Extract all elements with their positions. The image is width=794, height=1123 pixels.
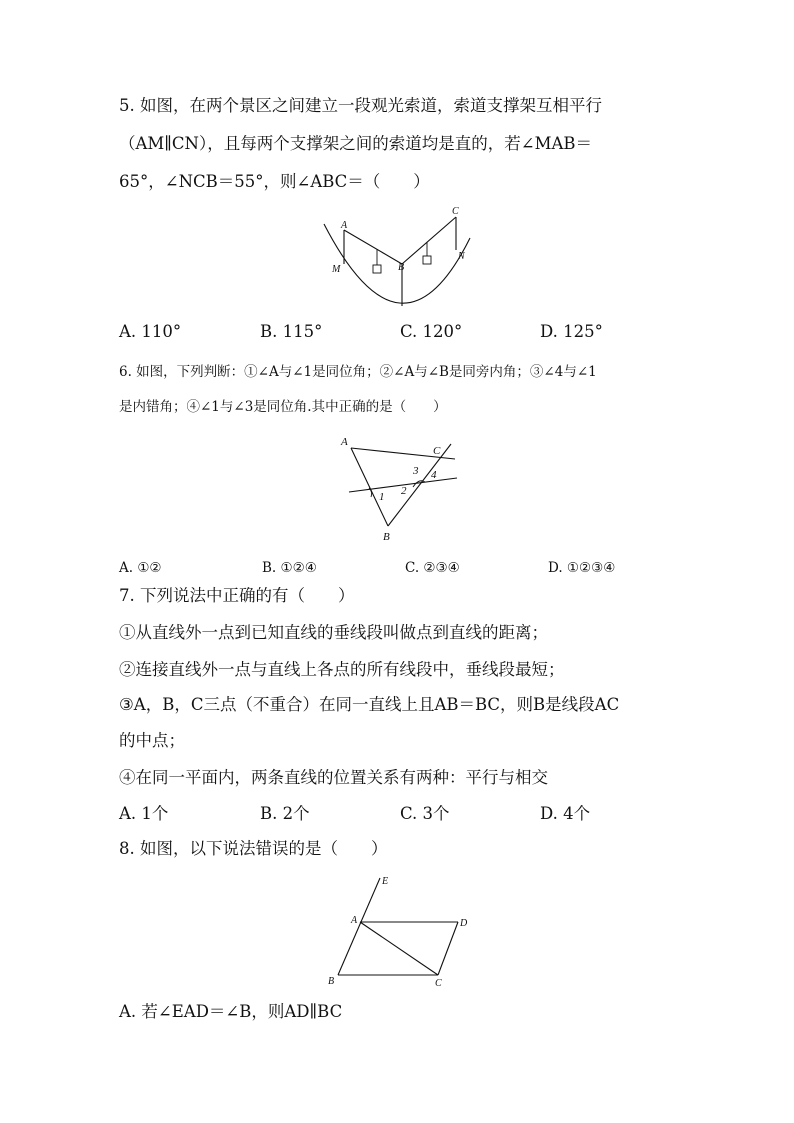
q6-angle-4: 4: [431, 469, 437, 481]
q6-label-A: A: [341, 436, 348, 448]
q5-gondola2: [423, 256, 431, 264]
q6-stem-line2: 是内错角；④∠1与∠3是同位角.其中正确的是（ ）: [119, 399, 447, 415]
q5-option-b: B. 115°: [260, 322, 323, 341]
q6-angle-2: 2: [401, 485, 407, 497]
q5-cable-AB: [344, 230, 402, 264]
q7-statement-4: ④在同一平面内，两条直线的位置关系有两种：平行与相交: [119, 768, 548, 787]
q6-triangle-figure: [333, 430, 463, 545]
q7-statement-1: ①从直线外一点到已知直线的垂线段叫做点到直线的距离；: [119, 623, 548, 642]
q6-option-c: C. ②③④: [405, 560, 460, 576]
q5-label-B: B: [398, 262, 405, 273]
q6-line-BC-extended: [388, 444, 451, 526]
q5-stem-line1: 5. 如图，在两个景区之间建立一段观光索道，索道支撑架互相平行: [119, 96, 602, 115]
q7-option-d: D. 4个: [540, 804, 591, 823]
q8-label-D: D: [460, 918, 468, 929]
q5-valley-curve: [324, 224, 470, 303]
q5-cable-BC: [402, 217, 456, 264]
q5-cable-figure: [320, 200, 480, 315]
q6-line-AB: [351, 448, 388, 526]
q8-label-C: C: [435, 978, 442, 989]
q5-option-d: D. 125°: [540, 322, 603, 341]
q7-statement-2: ②连接直线外一点与直线上各点的所有线段中，垂线段最短；: [119, 660, 565, 679]
q8-label-E: E: [382, 876, 389, 887]
q5-option-c: C. 120°: [400, 322, 463, 341]
q7-option-c: C. 3个: [400, 804, 450, 823]
q6-option-b: B. ①②④: [262, 560, 317, 576]
q8-label-B: B: [328, 976, 335, 987]
q8-parallelogram-figure: [322, 872, 472, 992]
q5-label-A: A: [341, 220, 348, 231]
q6-option-a: A. ①②: [119, 560, 162, 576]
q8-stem: 8. 如图，以下说法错误的是（ ）: [119, 839, 388, 858]
q7-option-a: A. 1个: [119, 804, 169, 823]
q6-angle-3: 3: [413, 465, 419, 477]
q5-option-a: A. 110°: [119, 322, 182, 341]
q6-label-B: B: [383, 531, 390, 543]
q8-line-AC: [360, 922, 438, 975]
q6-angle-1: 1: [379, 491, 385, 503]
q5-stem-line2: （AM∥CN），且每两个支撑架之间的索道均是直的，若∠MAB＝: [119, 134, 593, 153]
q5-label-N: N: [458, 251, 465, 262]
q5-gondola1: [373, 265, 381, 273]
q5-label-C: C: [452, 206, 459, 217]
q8-line-EB: [338, 878, 380, 975]
q5-stem-line3: 65°，∠NCB＝55°，则∠ABC＝（ ）: [119, 172, 430, 191]
q6-stem-line1: 6. 如图，下列判断：①∠A与∠1是同位角；②∠A与∠B是同旁内角；③∠4与∠1: [119, 364, 597, 380]
q7-statement-3b: 的中点；: [119, 731, 185, 750]
q6-option-d: D. ①②③④: [548, 560, 616, 576]
q7-option-b: B. 2个: [260, 804, 310, 823]
q7-stem: 7. 下列说法中正确的有（ ）: [119, 586, 355, 605]
q8-line-DC: [438, 922, 458, 975]
q8-option-a: A. 若∠EAD＝∠B，则AD∥BC: [119, 1002, 343, 1021]
q5-label-M: M: [332, 264, 341, 275]
q8-label-A: A: [351, 915, 358, 926]
q7-statement-3a: ③A，B，C三点（不重合）在同一直线上且AB＝BC，则B是线段AC: [119, 695, 620, 714]
q6-label-C: C: [433, 445, 441, 457]
